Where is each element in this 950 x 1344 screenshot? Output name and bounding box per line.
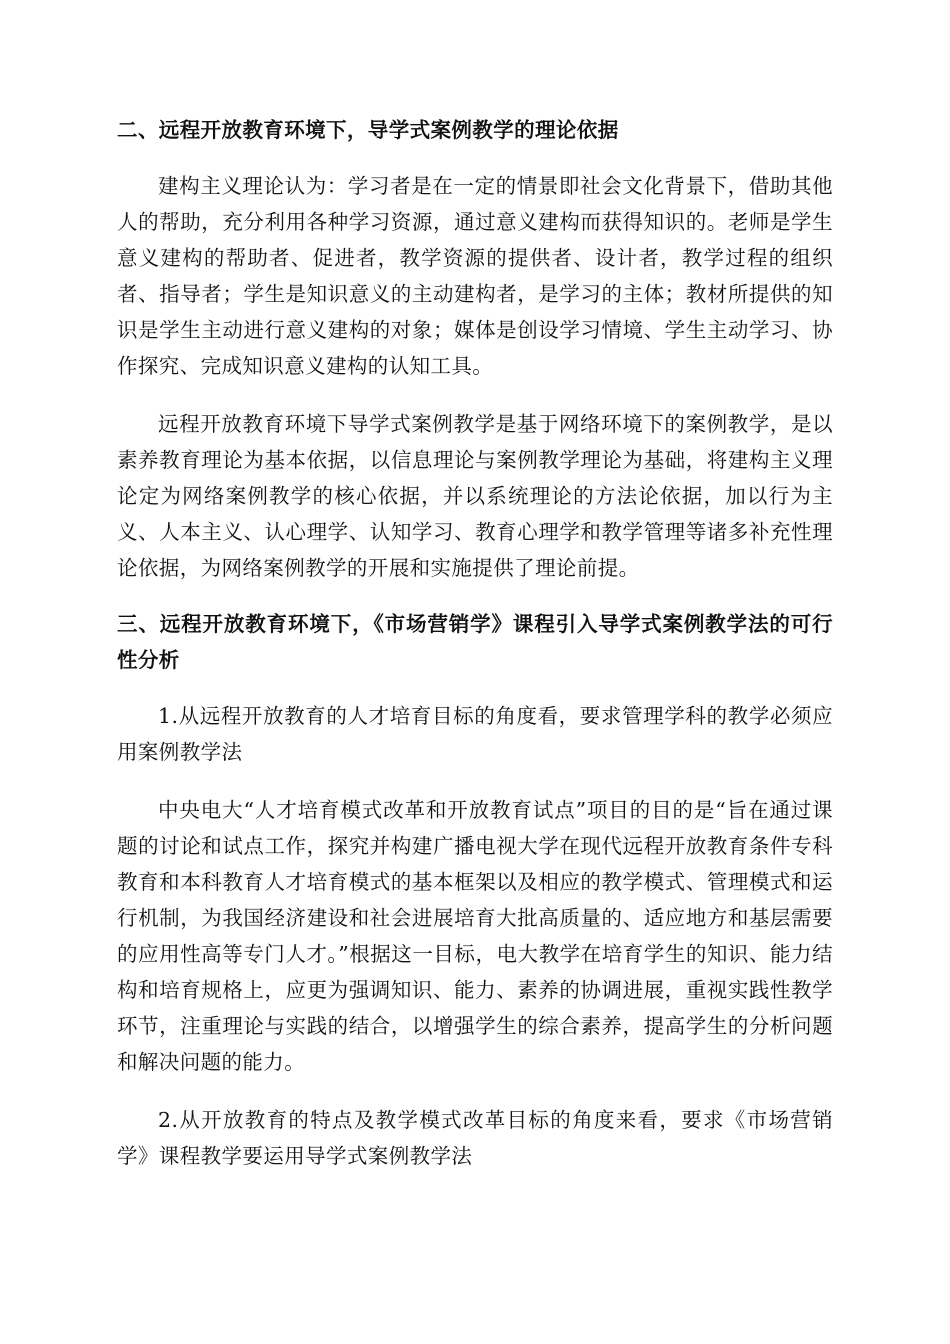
paragraph-ddu-goal: 中央电大“人才培育模式改革和开放教育试点”项目的目的是“旨在通过课题的讨论和试点工作，探究并构建广播电视大学在现代远程开放教育条件专科教育和本科教育人才培育模式的基本框架以及相应的教学模式、管理模式和运行机制，为我国经济建设和社会进展培育大批高质量的、适应地方和基层需要的应用性高等专门人才。”根据这一目标，电大教学在培育学生的知识、能力结构和培育规格上，应更为强调知识、能力、素养的协调进展，重视实践性教学环节，注重理论与实践的结合，以增强学生的综合素养，提高学生的分析问题和解决问题的能力。 bbox=[117, 798, 833, 1074]
numbered-item-2: 2.从开放教育的特点及教学模式改革目标的角度来看，要求《市场营销学》课程教学要运用导学式案例教学法 bbox=[117, 1108, 833, 1168]
document-body bbox=[117, 112, 833, 1174]
paragraph-network-case-teaching: 远程开放教育环境下导学式案例教学是基于网络环境下的案例教学，是以素养教育理论为基本依据，以信息理论与案例教学理论为基础，将建构主义理论定为网络案例教学的核心依据，并以系统理论的方法论依据，加以行为主义、人本主义、认心理学、认知学习、教育心理学和教学管理等诸多补充性理论依据，为网络案例教学的开展和实施提供了理论前提。 bbox=[117, 412, 833, 580]
section-heading-2: 二、远程开放教育环境下，导学式案例教学的理论依据 bbox=[117, 118, 619, 142]
section-heading-3: 三、远程开放教育环境下，《市场营销学》课程引入导学式案例教学法的可行性分析 bbox=[117, 612, 833, 672]
paragraph-constructivism: 建构主义理论认为：学习者是在一定的情景即社会文化背景下，借助其他人的帮助，充分利用各种学习资源，通过意义建构而获得知识的。老师是学生意义建构的帮助者、促进者，教学资源的提供者、设计者，教学过程的组织者、指导者；学生是知识意义的主动建构者，是学习的主体；教材所提供的知识是学生主动进行意义建构的对象；媒体是创设学习情境、学生主动学习、协作探究、完成知识意义建构的认知工具。 bbox=[117, 174, 833, 378]
numbered-item-1: 1.从远程开放教育的人才培育目标的角度看，要求管理学科的教学必须应用案例教学法 bbox=[117, 704, 833, 764]
